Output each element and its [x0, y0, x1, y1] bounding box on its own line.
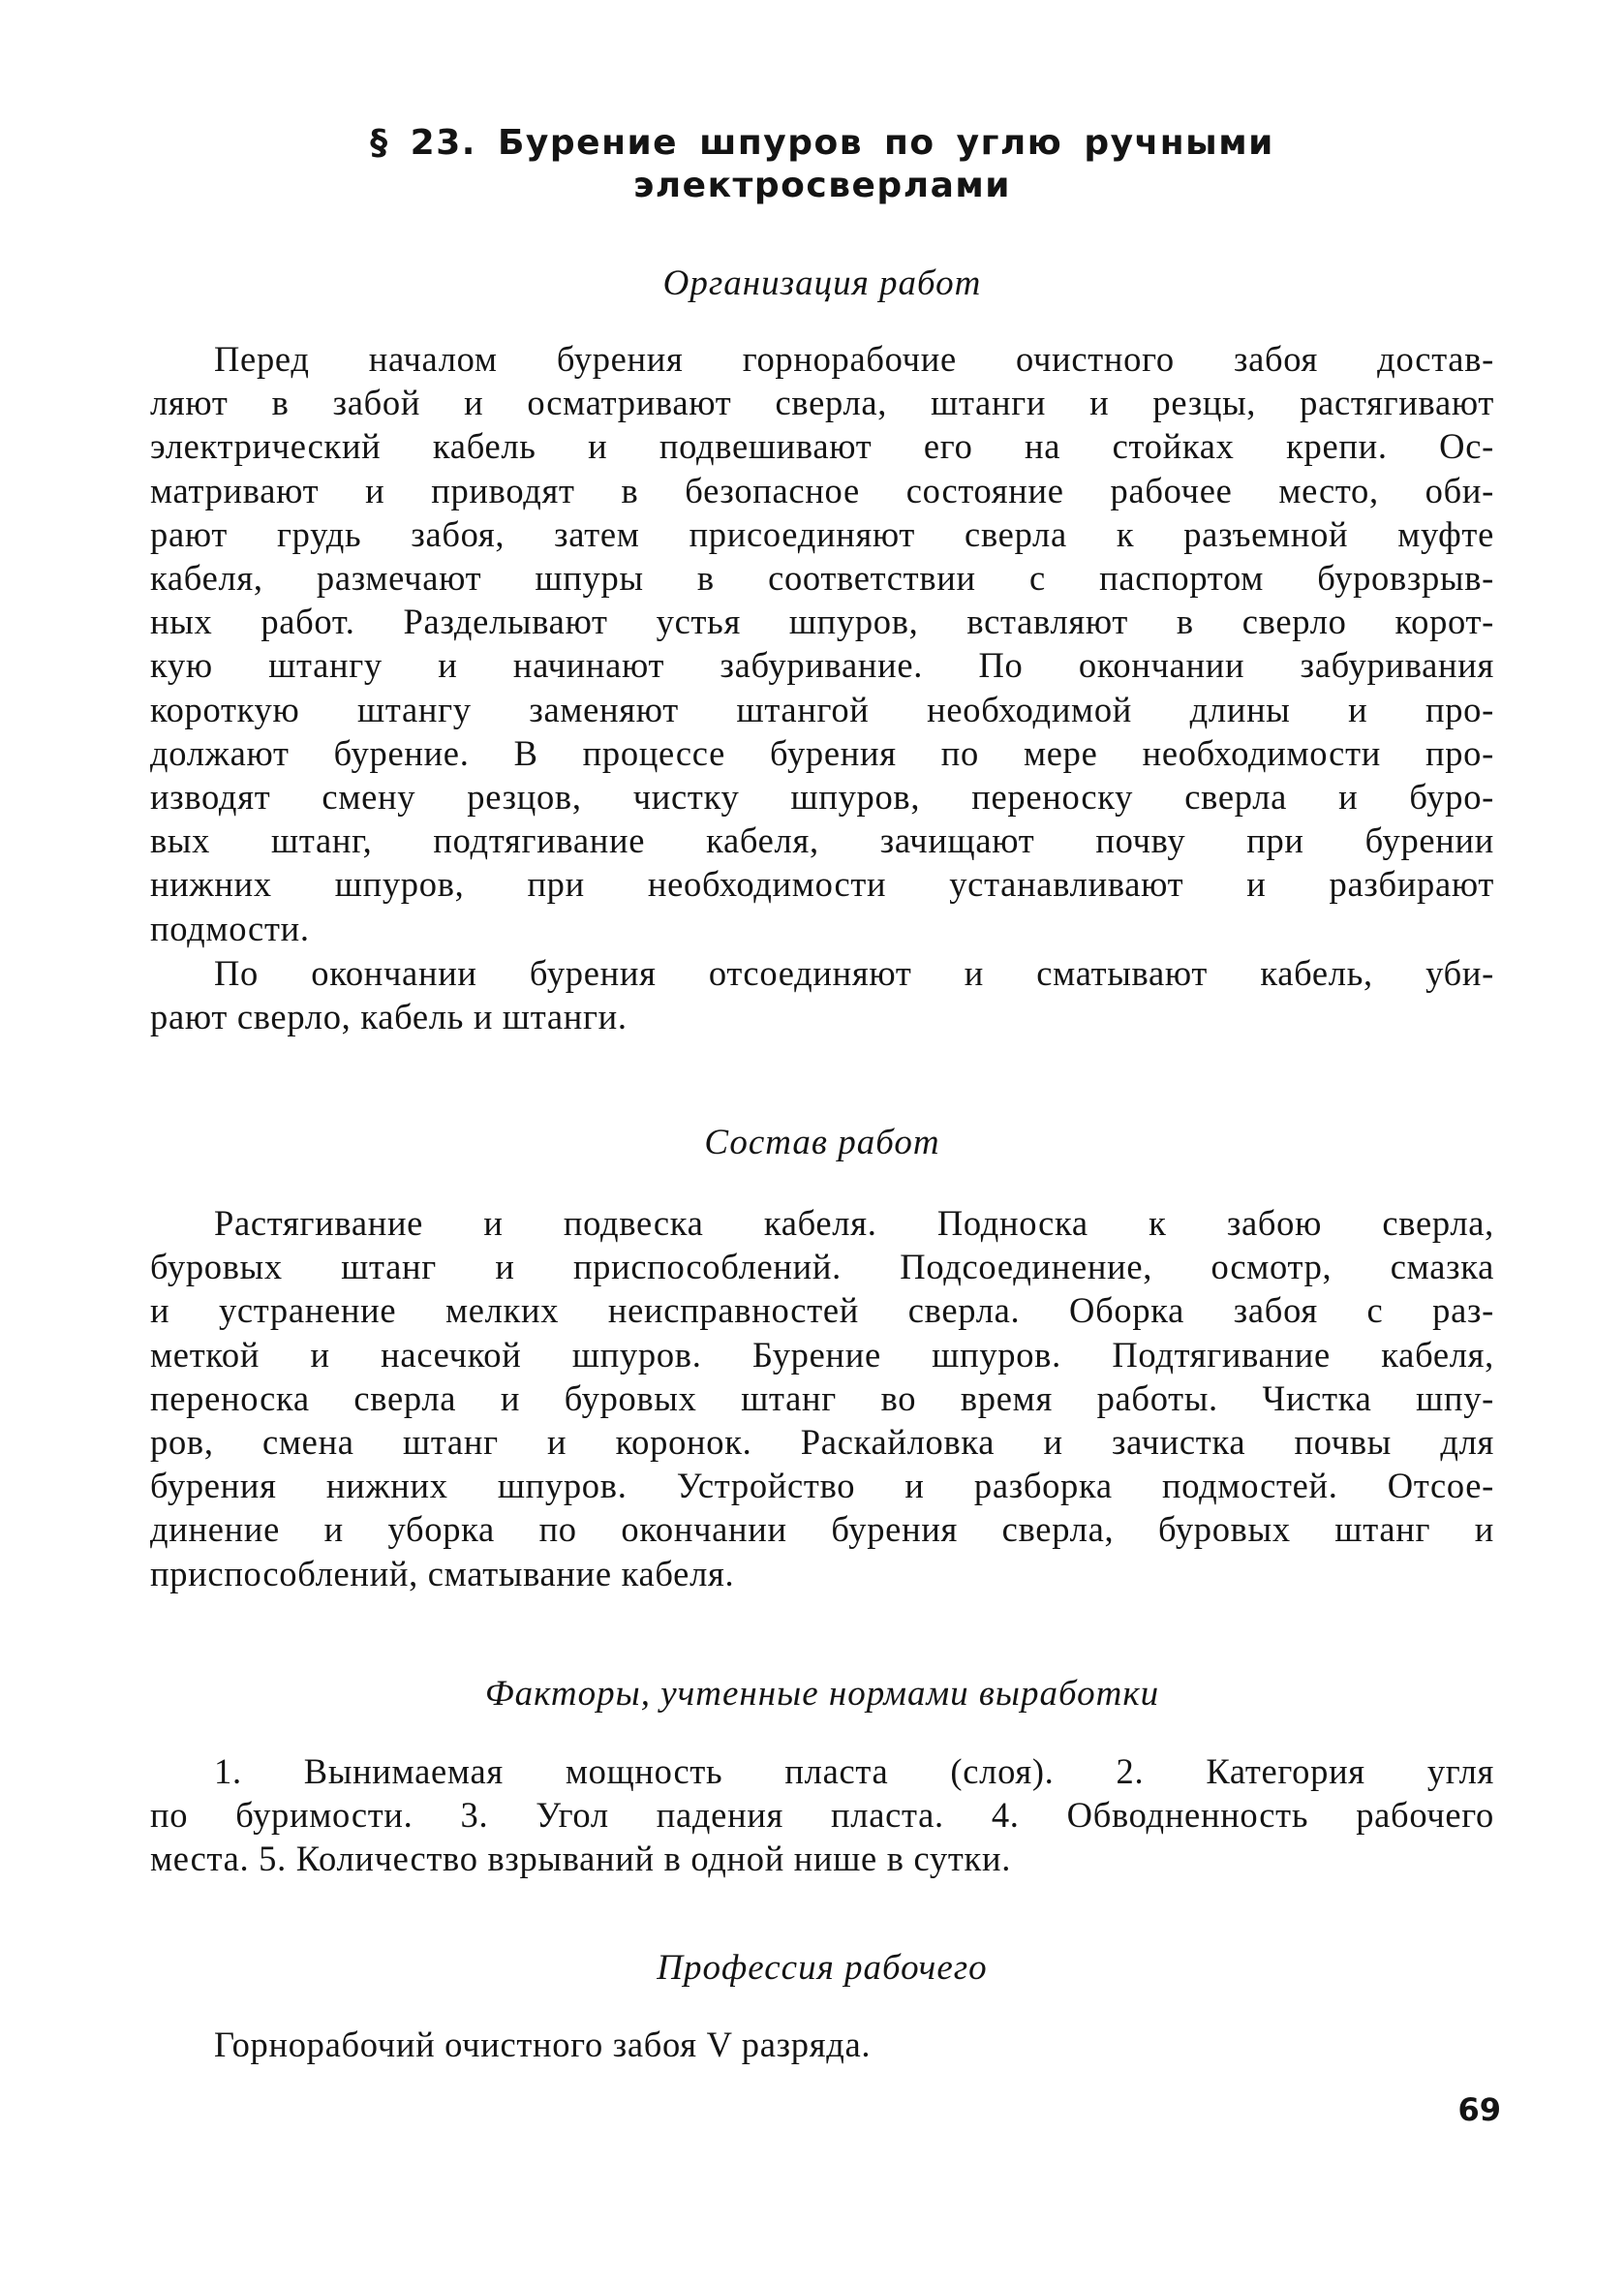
heading-organization: Организация работ — [662, 263, 982, 303]
text-line: электрический кабель и подвешивают его на стойках крепи. Ос- — [150, 426, 1494, 467]
text-line: бурения нижних шпуров. Устройство и разборка подмостей. Отсое- — [150, 1466, 1494, 1506]
factors-paragraph — [150, 1749, 1494, 1881]
heading-composition: Состав работ — [704, 1123, 940, 1162]
text-line: короткую штангу заменяют штангой необходимой длины и про- — [150, 689, 1494, 729]
text-line: По окончании бурения отсоединяют и сматывают кабель, уби- — [214, 953, 1494, 993]
text-line: по буримости. 3. Угол падения пласта. 4. Обводненность рабочего — [150, 1795, 1494, 1836]
text-line: Горнорабочий очистного забоя V разряда. — [214, 2025, 872, 2064]
text-line: кабеля, размечают шпуры в соответствии с паспортом буровзрыв- — [150, 558, 1494, 599]
section-title-line-2: электросверлами — [632, 166, 1012, 205]
text-line: рают сверло, кабель и штанги. — [150, 997, 628, 1037]
text-line: должают бурение. В процессе бурения по мере необходимости про- — [150, 732, 1494, 773]
text-line: динение и уборка по окончании бурения сверла, буровых штанг и — [150, 1509, 1494, 1550]
text-line: изводят смену резцов, чистку шпуров, переноску сверла и буро- — [150, 777, 1494, 818]
text-line: рают грудь забоя, затем присоединяют сверла к разъемной муфте — [150, 513, 1494, 554]
organization-paragraph-2 — [150, 951, 1494, 1038]
section-title-line-1: § 23. Бурение шпуров по углю ручными — [370, 123, 1274, 163]
section-title — [150, 122, 1494, 207]
text-line: вых штанг, подтягивание кабеля, зачищают почву при бурении — [150, 820, 1494, 861]
profession-paragraph — [150, 2023, 1494, 2066]
text-line: подмости. — [150, 908, 310, 948]
text-line: кую штангу и начинают забуривание. По окончании забуривания — [150, 645, 1494, 686]
heading-profession: Профессия рабочего — [657, 1948, 988, 1988]
text-line: меткой и насечкой шпуров. Бурение шпуров. Подтягивание кабеля, — [150, 1334, 1494, 1375]
text-line: места. 5. Количество взрываний в одной нише в сутки. — [150, 1839, 1012, 1879]
text-line: буровых штанг и приспособлений. Подсоединение, осмотр, смазка — [150, 1247, 1494, 1287]
text-line: приспособлений, сматывание кабеля. — [150, 1553, 735, 1593]
text-line: Растягивание и подвеска кабеля. Подноска к забою сверла, — [214, 1203, 1494, 1243]
text-line: ляют в забой и осматривают сверла, штанги и резцы, растягивают — [150, 383, 1494, 423]
text-line: и устранение мелких неисправностей сверла. Оборка забоя с раз- — [150, 1290, 1494, 1331]
heading-factors: Факторы, учтенные нормами выработки — [484, 1674, 1160, 1714]
text-line: Перед началом бурения горнорабочие очистного забоя достав- — [214, 339, 1494, 379]
text-line: нижних шпуров, при необходимости устанавливают и разбирают — [150, 864, 1494, 905]
text-line: 1. Вынимаемая мощность пласта (слоя). 2. Категория угля — [214, 1751, 1494, 1791]
text-line: матривают и приводят в безопасное состояние рабочее место, оби- — [150, 470, 1494, 510]
text-line: ров, смена штанг и коронок. Раскайловка и зачистка почвы для — [150, 1422, 1494, 1463]
text-line: переноска сверла и буровых штанг во время работы. Чистка шпу- — [150, 1377, 1494, 1418]
page-number: 69 — [1457, 2091, 1501, 2128]
composition-paragraph — [150, 1201, 1494, 1595]
text-line: ных работ. Разделывают устья шпуров, вставляют в сверло корот- — [150, 602, 1494, 642]
organization-paragraph-1 — [150, 337, 1494, 950]
